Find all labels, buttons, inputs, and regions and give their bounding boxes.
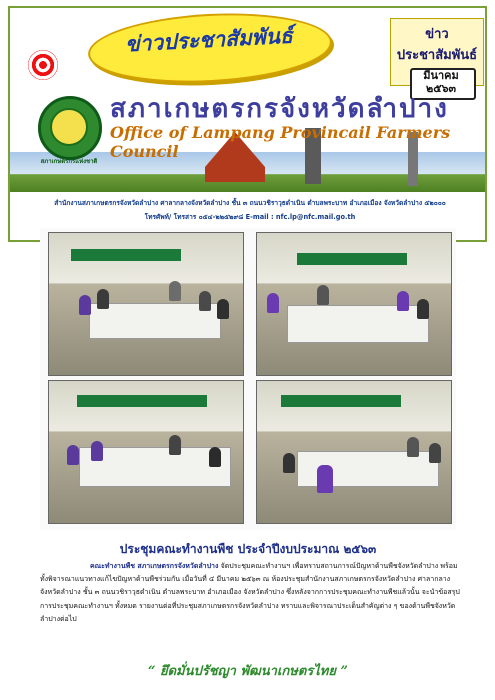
- issue-month: มีนาคม: [423, 69, 459, 82]
- org-name-thai: สภาเกษตรกรจังหวัดลำปาง: [110, 94, 449, 124]
- article-body: [40, 560, 460, 626]
- issue-year: ๒๕๖๓: [425, 82, 457, 95]
- meeting-photo-4: [256, 380, 452, 524]
- news-bubble-title: ข่าวประชาสัมพันธ์: [124, 22, 294, 57]
- footer-slogan: “ ยึดมั่นปรัชญา พัฒนาเกษตรไทย ”: [147, 664, 348, 679]
- address-contact: โทรศัพท์/ โทรสาร ๐๕๔-๒๒๕๒๙๘ E-mail : nfc.lp@nfc.mail.go.th: [144, 213, 356, 221]
- side-label-line2: ประชาสัมพันธ์: [396, 48, 478, 63]
- logo-caption: สภาเกษตรกรแห่งชาติ: [40, 158, 98, 165]
- article-headline: ประชุมคณะทำงานพืช ประจำปีงบประมาณ ๒๕๖๓: [119, 542, 377, 556]
- address-line1: สำนักงานสภาเกษตรกรจังหวัดลำปาง ศาลากลางจังหวัดลำปาง ชั้น ๓ ถนนวชิราวุธดำเนิน ตำบลพระบาท อำเภอเมือง จังหวัดลำปาง ๕๒๐๐๐: [54, 199, 446, 207]
- article-lead: คณะทำงานพืช สภาเกษตรกรจังหวัดลำปาง: [90, 562, 219, 570]
- article-text: จัดประชุมคณะทำงานฯ เพื่อทราบสถานการณ์ปัญหาด้านพืชจังหวัดลำปาง พร้อมทั้งพิจารณาแนวทางแก้ไขปัญหาด้านพืชร่วมกัน เมื่อวันที่ ๔ มีนาคม ๒๕๖๓ ณ ห้องประชุมสำนักงานสภาเกษตรกรจังหวัดลำปาง ศาลากลางจังหวัดลำปาง ชั้น ๓ ถนนวชิราวุธดำเนิน ตำบลพระบาท อำเภอเมือง จังหวัดลำปาง ซึ่งหลังจากการประชุมคณะทำงานพืชแล้วนั้น จะนำข้อสรุปการประชุมคณะทำงานฯ ทั้งหมด รายงานต่อที่ประชุมสภาเกษตรกรจังหวัดลำปาง ทราบและพิจารณาประเด็นสำคัญต่าง ๆ ของด้านพืชจังหวัดลำปางต่อไป: [40, 562, 460, 623]
- org-name-english: Office of Lampang Provincail Farmers Council: [110, 123, 451, 161]
- meeting-photo-2: [256, 232, 452, 376]
- office-address: [40, 196, 460, 224]
- target-icon: [28, 50, 58, 80]
- meeting-photo-3: [48, 380, 244, 524]
- meeting-photo-1: [48, 232, 244, 376]
- org-logo-emblem-icon: [50, 108, 88, 146]
- side-label-line1: ข่าว: [425, 27, 449, 42]
